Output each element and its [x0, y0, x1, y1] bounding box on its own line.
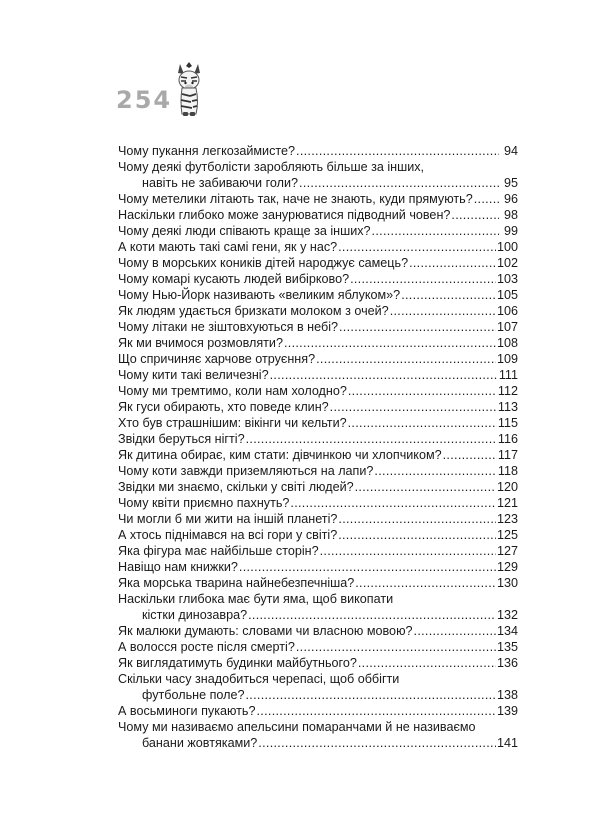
toc-entry-title: Чому коти завжди приземляються на лапи?	[118, 464, 374, 478]
toc-entry-title: Хто був страшнішим: вікінги чи кельти?	[118, 416, 347, 430]
toc-leader-dots	[358, 655, 496, 671]
toc-leader-dots	[338, 511, 496, 527]
toc-entry-title-continued: навіть не забиваючи голи?	[142, 176, 299, 190]
toc-leader-dots	[374, 463, 497, 479]
toc-leader-dots	[355, 575, 496, 591]
toc-leader-dots	[401, 287, 496, 303]
toc-entry-page: 108	[496, 336, 518, 350]
toc-entry-page: 115	[497, 416, 518, 430]
toc-entry-page: 107	[496, 320, 518, 334]
toc-entry-title: Що спричиняє харчове отруєння?	[118, 352, 316, 366]
toc-entry-page: 100	[496, 240, 518, 254]
toc-entry-page: 94	[503, 144, 518, 158]
toc-entry-page: 127	[496, 544, 518, 558]
toc-leader-dots	[372, 223, 499, 239]
toc-entry-title: Звідки беруться нігті?	[118, 432, 245, 446]
toc-leader-dots	[443, 447, 497, 463]
toc-entry-title: А восьминоги пукають?	[118, 704, 256, 718]
toc-entry-page: 98	[503, 208, 518, 222]
toc-entry-page: 109	[496, 352, 518, 366]
toc-entry-page: 112	[497, 384, 518, 398]
toc-entry	[118, 159, 518, 191]
toc-entry	[118, 351, 518, 367]
toc-entry	[118, 447, 518, 463]
toc-entry	[118, 543, 518, 559]
toc-entry-page: 130	[496, 576, 518, 590]
toc-entry-page: 120	[496, 480, 518, 494]
toc-entry	[118, 239, 518, 255]
toc-entry	[118, 719, 518, 751]
toc-leader-dots	[338, 527, 496, 543]
toc-entry-page: 139	[496, 704, 518, 718]
toc-leader-dots	[339, 319, 496, 335]
toc-entry	[118, 639, 518, 655]
toc-entry	[118, 367, 518, 383]
toc-leader-dots	[239, 559, 496, 575]
toc-entry	[118, 287, 518, 303]
toc-entry-page: 118	[497, 464, 518, 478]
toc-leader-dots	[355, 479, 496, 495]
toc-entry-title: Чому комарі кусають людей вибірково?	[118, 272, 350, 286]
toc-leader-dots	[284, 335, 496, 351]
toc-entry-page: 135	[496, 640, 518, 654]
toc-entry	[118, 655, 518, 671]
toc-entry-page: 106	[496, 304, 518, 318]
toc-entry	[118, 623, 518, 639]
toc-entry-page: 116	[497, 432, 518, 446]
toc-entry-title: Як людям удається бризкати молоком з очей?	[118, 304, 389, 318]
toc-entry	[118, 559, 518, 575]
toc-leader-dots	[296, 143, 499, 159]
toc-entry	[118, 575, 518, 591]
toc-entry-page: 117	[497, 448, 518, 462]
toc-entry	[118, 207, 518, 223]
toc-entry	[118, 223, 518, 239]
toc-leader-dots	[270, 367, 498, 383]
toc-entry-title: А коти мають такі самі гени, як у нас?	[118, 240, 338, 254]
toc-entry-page: 132	[496, 608, 518, 622]
toc-leader-dots	[258, 735, 496, 751]
toc-leader-dots	[350, 271, 496, 287]
toc-entry	[118, 335, 518, 351]
toc-entry	[118, 431, 518, 447]
toc-entry-page: 138	[496, 688, 518, 702]
toc-entry-title: Чому Нью-Йорк називають «великим яблуком»?	[118, 288, 401, 302]
toc-entry	[118, 399, 518, 415]
toc-entry-title: Як виглядатимуть будинки майбутнього?	[118, 656, 357, 670]
toc-entry	[118, 463, 518, 479]
toc-entry-page: 136	[496, 656, 518, 670]
toc-entry-title-continued: футбольне поле?	[142, 688, 245, 702]
toc-entry-title: Чому літаки не зіштовхуються в небі?	[118, 320, 338, 334]
toc-leader-dots	[348, 415, 497, 431]
toc-entry-title: Чому квіти приємно пахнуть?	[118, 496, 290, 510]
toc-entry-page: 121	[496, 496, 518, 510]
toc-entry-page: 113	[497, 400, 518, 414]
table-of-contents	[118, 143, 518, 751]
toc-entry-title: А хтось піднімався на всі гори у світі?	[118, 528, 338, 542]
toc-leader-dots	[290, 495, 496, 511]
toc-entry-title: Навіщо нам книжки?	[118, 560, 238, 574]
toc-entry-title: Як гуси обирають, хто поведе клин?	[118, 400, 329, 414]
toc-entry-title: Як малюки думають: словами чи власною мовою?	[118, 624, 413, 638]
toc-entry-title: Наскільки глибока має бути яма, щоб викопати	[118, 592, 394, 606]
toc-leader-dots	[257, 703, 496, 719]
toc-entry-title: Яка фігура має найбільше сторін?	[118, 544, 319, 558]
toc-entry	[118, 383, 518, 399]
toc-leader-dots	[414, 623, 496, 639]
toc-entry-page: 125	[496, 528, 518, 542]
toc-leader-dots	[320, 543, 496, 559]
toc-entry-page: 105	[496, 288, 518, 302]
toc-entry	[118, 527, 518, 543]
toc-entry	[118, 319, 518, 335]
toc-leader-dots	[296, 639, 496, 655]
toc-leader-dots	[248, 607, 496, 623]
toc-entry	[118, 703, 518, 719]
toc-entry-page: 103	[496, 272, 518, 286]
toc-entry-title: Скільки часу знадобиться черепасі, щоб оббігти	[118, 672, 400, 686]
toc-leader-dots	[451, 207, 499, 223]
toc-entry-page: 99	[503, 224, 518, 238]
toc-entry-title: А волосся росте після смерті?	[118, 640, 295, 654]
toc-entry-title: Чому кити такі величезні?	[118, 368, 269, 382]
toc-entry-title: Чому деякі люди співають краще за інших?	[118, 224, 371, 238]
page-number: 254	[116, 86, 173, 114]
toc-entry-title: Чому деякі футболісти заробляють більше за інших,	[118, 160, 425, 174]
toc-entry-title-continued: банани жовтяками?	[142, 736, 258, 750]
toc-entry-title: Чому в морських коників дітей народжує самець?	[118, 256, 409, 270]
toc-entry	[118, 479, 518, 495]
toc-entry	[118, 415, 518, 431]
toc-leader-dots	[409, 255, 496, 271]
zebra-icon	[166, 58, 212, 118]
toc-entry-page: 95	[503, 176, 518, 190]
toc-entry-page: 102	[496, 256, 518, 270]
toc-leader-dots	[246, 687, 496, 703]
toc-leader-dots	[338, 239, 496, 255]
toc-entry-title: Чому ми називаємо апельсини помаранчами й не називаємо	[118, 720, 476, 734]
toc-entry-page: 111	[498, 368, 518, 382]
toc-entry-page: 134	[496, 624, 518, 638]
toc-entry-title-continued: кістки динозавра?	[142, 608, 248, 622]
toc-entry-page: 141	[496, 736, 518, 750]
toc-entry-page: 123	[496, 512, 518, 526]
toc-leader-dots	[330, 399, 497, 415]
toc-entry	[118, 143, 518, 159]
toc-entry-title: Чому пукання легкозаймисте?	[118, 144, 296, 158]
toc-entry	[118, 591, 518, 623]
toc-entry	[118, 511, 518, 527]
toc-entry	[118, 255, 518, 271]
toc-entry-title: Звідки ми знаємо, скільки у світі людей?	[118, 480, 354, 494]
toc-leader-dots	[299, 175, 499, 191]
toc-leader-dots	[316, 351, 496, 367]
toc-entry-title: Чому метелики літають так, наче не знають, куди прямують?	[118, 192, 473, 206]
toc-entry	[118, 271, 518, 287]
toc-entry-page: 129	[496, 560, 518, 574]
toc-leader-dots	[246, 431, 497, 447]
toc-leader-dots	[390, 303, 496, 319]
toc-entry-title: Як дитина обирає, ким стати: дівчинкою чи хлопчиком?	[118, 448, 442, 462]
toc-entry-title: Чи могли б ми жити на іншій планеті?	[118, 512, 338, 526]
toc-entry-title: Як ми вчимося розмовляти?	[118, 336, 283, 350]
toc-entry-title: Наскільки глибоко може занурюватися підводний човен?	[118, 208, 451, 222]
toc-entry-title: Чому ми тремтимо, коли нам холодно?	[118, 384, 347, 398]
toc-entry	[118, 671, 518, 703]
toc-leader-dots	[348, 383, 497, 399]
toc-entry	[118, 191, 518, 207]
toc-entry-title: Яка морська тварина найнебезпечніша?	[118, 576, 355, 590]
toc-entry	[118, 495, 518, 511]
toc-leader-dots	[474, 191, 499, 207]
toc-entry	[118, 303, 518, 319]
toc-entry-page: 96	[503, 192, 518, 206]
